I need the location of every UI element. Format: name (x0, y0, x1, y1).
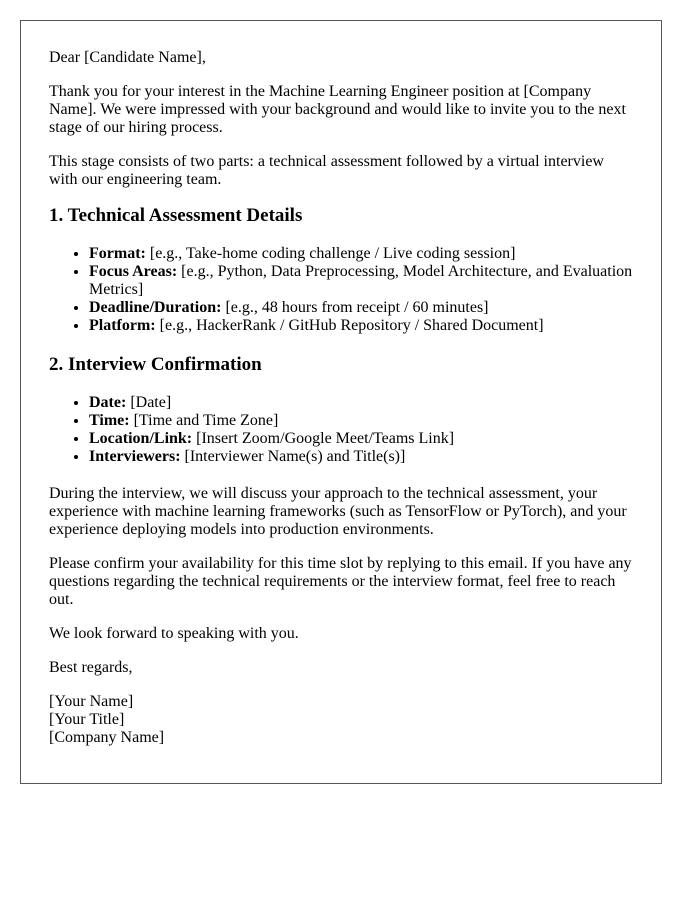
overview-paragraph: This stage consists of two parts: a technical assessment followed by a virtual interview with our engineering team. (49, 153, 604, 188)
item-label: Location/Link: (89, 430, 193, 447)
item-label: Date: (89, 394, 127, 411)
signature-title: [Your Title] (49, 711, 125, 728)
item-value: [e.g., Take-home coding challenge / Live coding session] (145, 245, 516, 262)
item-value: [Interviewer Name(s) and Title(s)] (180, 448, 406, 465)
item-label: Time: (89, 412, 130, 429)
item-label: Focus Areas: (89, 263, 178, 280)
signature-block (49, 693, 633, 747)
confirm-paragraph: Please confirm your availability for this time slot by replying to this email. If you have any questions regarding the technical requirements or the interview format, feel free to reach out. (49, 555, 632, 608)
sign-off: Best regards, (49, 659, 133, 676)
technical-assessment-list (49, 245, 633, 335)
signature-name: [Your Name] (49, 693, 134, 710)
letter-container (20, 20, 662, 784)
list-item-location (89, 430, 633, 448)
item-value: [e.g., 48 hours from receipt / 60 minutes] (221, 299, 489, 316)
section-heading-interview-confirmation: 2. Interview Confirmation (49, 354, 262, 375)
list-item-deadline (89, 299, 633, 317)
item-value: [e.g., Python, Data Preprocessing, Model Architecture, and Evaluation Metrics] (89, 263, 633, 298)
item-label: Deadline/Duration: (89, 299, 222, 316)
item-value: [Time and Time Zone] (129, 412, 279, 429)
list-item-interviewers (89, 448, 633, 466)
item-label: Format: (89, 245, 146, 262)
list-item-date (89, 394, 633, 412)
section-heading-technical-assessment: 1. Technical Assessment Details (49, 205, 303, 226)
list-item-time (89, 412, 633, 430)
greeting: Dear [Candidate Name], (49, 49, 206, 66)
item-value: [e.g., HackerRank / GitHub Repository / Shared Document] (155, 317, 544, 334)
list-item-platform (89, 317, 633, 335)
item-value: [Date] (126, 394, 172, 411)
item-label: Platform: (89, 317, 156, 334)
list-item-focus-areas (89, 263, 633, 299)
signature-company: [Company Name] (49, 729, 165, 746)
intro-paragraph: Thank you for your interest in the Machine Learning Engineer position at [Company Name]. We were impressed with your background and would like to invite you to the next stage of our hiring process. (49, 83, 626, 136)
interview-paragraph: During the interview, we will discuss your approach to the technical assessment, your experience with machine learning frameworks (such as TensorFlow or PyTorch), and your experience deploying models into production environments. (49, 485, 627, 538)
item-value: [Insert Zoom/Google Meet/Teams Link] (192, 430, 455, 447)
list-item-format (89, 245, 633, 263)
item-label: Interviewers: (89, 448, 181, 465)
closing-line: We look forward to speaking with you. (49, 625, 299, 642)
interview-confirmation-list (49, 394, 633, 466)
